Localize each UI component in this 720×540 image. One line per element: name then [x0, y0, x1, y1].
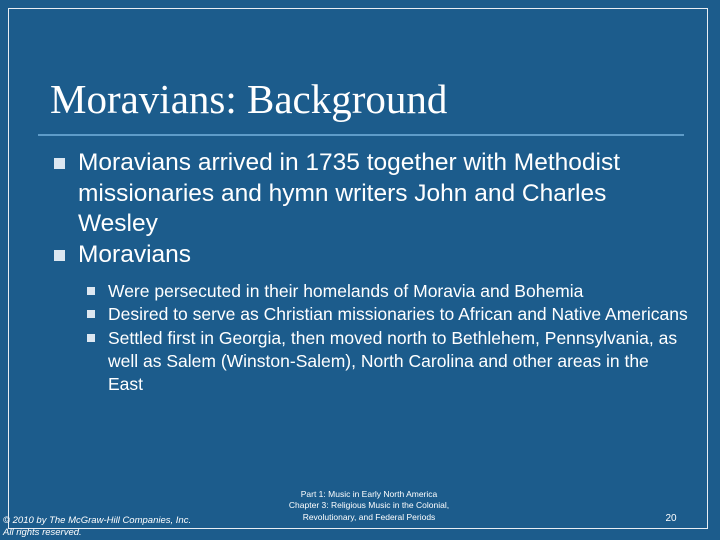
footer-chapter — [255, 489, 483, 523]
footer-copyright — [3, 515, 253, 538]
sub-bullet-text: Desired to serve as Christian missionaries to African and Native Americans — [108, 304, 688, 325]
bullet-list — [0, 148, 720, 396]
copyright-line: All rights reserved. — [3, 526, 82, 538]
square-bullet-icon — [87, 334, 95, 342]
sub-bullet-text: Were persecuted in their homelands of Moravia and Bohemia — [108, 281, 584, 301]
chapter-line: Part 1: Music in Early North America — [300, 489, 438, 499]
chapter-line: Chapter 3: Religious Music in the Colonial, — [288, 500, 450, 511]
bullet-item — [0, 148, 688, 240]
sub-bullet-text: Settled first in Georgia, then moved north to Bethlehem, Pennsylvania, as well as Salem (Winston-Salem), North Carolina and other areas in the East — [108, 327, 678, 395]
sub-bullet-item — [0, 327, 688, 397]
copyright-line: © 2010 by The McGraw-Hill Companies, Inc. — [3, 515, 192, 526]
bullet-item — [0, 240, 688, 397]
square-bullet-icon — [54, 158, 65, 169]
bullet-text: Moravians — [78, 240, 192, 268]
sub-bullet-item — [0, 280, 688, 303]
page-number: 20 — [665, 513, 677, 524]
sub-bullet-list — [78, 280, 688, 396]
square-bullet-icon — [87, 310, 95, 318]
sub-bullet-item — [0, 303, 688, 326]
bullet-text: Moravians arrived in 1735 together with Methodist missionaries and hymn writers John and Charles Wesley — [78, 149, 621, 237]
chapter-line: Revolutionary, and Federal Periods — [302, 511, 436, 522]
slide-title: Moravians: Background — [50, 76, 448, 122]
square-bullet-icon — [54, 250, 65, 261]
title-underline — [38, 134, 684, 136]
square-bullet-icon — [87, 287, 95, 295]
